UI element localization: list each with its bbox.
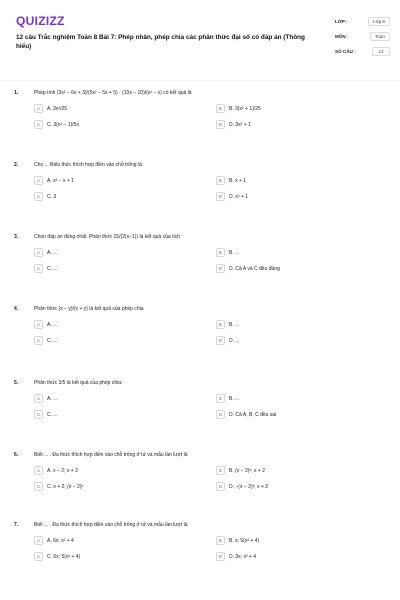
- meta-panel: [335, 14, 390, 59]
- divider: [0, 80, 400, 81]
- option-d[interactable]: [216, 481, 386, 492]
- option-c[interactable]: [34, 263, 204, 274]
- option-a[interactable]: [34, 535, 204, 546]
- option-text: C. ...: [47, 265, 58, 272]
- option-badge: D: [216, 192, 225, 201]
- option-badge: B: [216, 466, 225, 475]
- option-text: C. ...: [47, 411, 58, 418]
- question-6: [14, 452, 386, 492]
- option-text: B. ...: [229, 249, 240, 256]
- option-text: D. Cả A và C đều đúng: [229, 265, 280, 272]
- option-c[interactable]: [34, 481, 204, 492]
- option-d[interactable]: [216, 551, 386, 562]
- option-a[interactable]: [34, 175, 204, 186]
- option-c[interactable]: [34, 119, 204, 130]
- option-badge: C: [34, 120, 43, 129]
- question-text: Phép tính (3x² − 6x + 3)/(5x² − 5x + 5) · (10x − 10)/(x² − x) có kết quả là: [34, 90, 192, 96]
- option-badge: C: [34, 264, 43, 273]
- question-text: Biết ... . Đa thức thích hợp điền vào chỗ trống ở tử và mẫu lần lượt là: [34, 452, 188, 458]
- option-text: A. 6x; x² + 4: [47, 537, 74, 544]
- option-a[interactable]: [34, 103, 204, 114]
- option-a[interactable]: [34, 319, 204, 330]
- question-text: Cho ... Biểu thức thích hợp điền vào chỗ trống là:: [34, 162, 144, 168]
- question-text: Chọn đáp án đúng nhất. Phân thức 15/(2(x−1)) là kết quả của tích: [34, 234, 181, 240]
- option-text: B. 3(x² + 1)/25: [229, 105, 261, 112]
- question-2: [14, 162, 386, 202]
- meta-label: SỐ CÂU :: [335, 49, 356, 54]
- option-c[interactable]: [34, 191, 204, 202]
- option-text: C. x + 2; (x − 2)²: [47, 483, 84, 490]
- option-badge: B: [216, 536, 225, 545]
- option-c[interactable]: [34, 409, 204, 420]
- option-badge: A: [34, 536, 43, 545]
- question-7: [14, 522, 386, 562]
- question-number: 4.: [14, 306, 19, 312]
- option-c[interactable]: [34, 551, 204, 562]
- option-b[interactable]: [216, 535, 386, 546]
- option-a[interactable]: [34, 247, 204, 258]
- option-text: B. x; 5(x² + 4): [229, 537, 260, 544]
- option-text: A. 3x²/25: [47, 105, 68, 112]
- option-badge: C: [34, 336, 43, 345]
- question-number: 1.: [14, 90, 19, 96]
- option-badge: C: [34, 192, 43, 201]
- meta-row-count: [335, 44, 390, 59]
- option-badge: A: [34, 394, 43, 403]
- option-c[interactable]: [34, 335, 204, 346]
- option-b[interactable]: [216, 393, 386, 404]
- option-text: D. x³ + 1: [229, 193, 249, 200]
- question-number: 7.: [14, 522, 19, 528]
- quizizz-logo: QUIZIZZ: [16, 14, 65, 28]
- option-text: D. ...: [229, 337, 240, 344]
- meta-label: MÔN :: [335, 34, 349, 39]
- meta-row-class: [335, 14, 390, 29]
- question-5: [14, 380, 386, 420]
- option-text: C. 3: [47, 193, 57, 200]
- question-text: Biết ... . Đa thức thích hợp điền vào chỗ trống ở tử và mẫu lần lượt là: [34, 522, 188, 528]
- option-b[interactable]: [216, 319, 386, 330]
- option-text: C. 3(x² − 1)/5x: [47, 121, 79, 128]
- option-badge: D: [216, 336, 225, 345]
- option-badge: D: [216, 552, 225, 561]
- option-badge: D: [216, 264, 225, 273]
- option-b[interactable]: [216, 465, 386, 476]
- option-text: D. −(x − 2)²; x + 2: [229, 483, 269, 490]
- question-text: Phân thức 3/5 là kết quả của phép chia:: [34, 380, 123, 386]
- meta-value: Toán: [370, 32, 390, 41]
- question-text: Phân thức (x − y)/(x + y) là kết quả của phép chia: [34, 306, 144, 312]
- option-d[interactable]: [216, 335, 386, 346]
- meta-value: 12: [372, 47, 390, 56]
- option-badge: B: [216, 104, 225, 113]
- option-badge: A: [34, 248, 43, 257]
- option-badge: D: [216, 120, 225, 129]
- option-badge: A: [34, 466, 43, 475]
- meta-label: LỚP :: [335, 19, 348, 24]
- meta-row-subject: [335, 29, 390, 44]
- option-text: D. 3x; x² + 4: [229, 553, 257, 560]
- option-badge: A: [34, 320, 43, 329]
- option-badge: A: [34, 176, 43, 185]
- option-badge: B: [216, 394, 225, 403]
- option-b[interactable]: [216, 103, 386, 114]
- option-badge: A: [34, 104, 43, 113]
- option-badge: D: [216, 482, 225, 491]
- option-text: D. Cả A, B, C đều sai: [229, 411, 277, 418]
- option-text: B. (x − 2)²; x + 2: [229, 467, 265, 474]
- page-title: 12 câu Trắc nghiệm Toán 8 Bài 7: Phép nhân, phép chia các phân thức đại số có đáp án (Thông hiểu): [16, 34, 305, 50]
- option-text: C. 6x; 5(x² + 4): [47, 553, 81, 560]
- option-text: B. ...: [229, 321, 240, 328]
- option-badge: C: [34, 410, 43, 419]
- option-text: B. ...: [229, 395, 240, 402]
- option-text: A. ...: [47, 249, 58, 256]
- option-badge: B: [216, 248, 225, 257]
- option-text: C. ...: [47, 337, 58, 344]
- option-d[interactable]: [216, 409, 386, 420]
- option-d[interactable]: [216, 119, 386, 130]
- option-b[interactable]: [216, 175, 386, 186]
- option-d[interactable]: [216, 191, 386, 202]
- option-badge: B: [216, 176, 225, 185]
- option-b[interactable]: [216, 247, 386, 258]
- question-1: [14, 90, 386, 130]
- question-number: 3.: [14, 234, 19, 240]
- option-text: A. ...: [47, 395, 58, 402]
- question-3: [14, 234, 386, 274]
- option-text: D. 3x² + 1: [229, 121, 251, 128]
- meta-value: Lớp 8: [368, 17, 390, 26]
- option-badge: C: [34, 482, 43, 491]
- question-4: [14, 306, 386, 346]
- option-text: A. ...: [47, 321, 58, 328]
- question-number: 2.: [14, 162, 19, 168]
- option-a[interactable]: [34, 393, 204, 404]
- question-number: 6.: [14, 452, 19, 458]
- option-badge: C: [34, 552, 43, 561]
- option-badge: B: [216, 320, 225, 329]
- option-text: B. x + 1: [229, 177, 247, 184]
- option-text: A. x − 2; x + 2: [47, 467, 78, 474]
- option-d[interactable]: [216, 263, 386, 274]
- option-text: A. x² − x + 1: [47, 177, 74, 184]
- option-a[interactable]: [34, 465, 204, 476]
- option-badge: D: [216, 410, 225, 419]
- question-number: 5.: [14, 380, 19, 386]
